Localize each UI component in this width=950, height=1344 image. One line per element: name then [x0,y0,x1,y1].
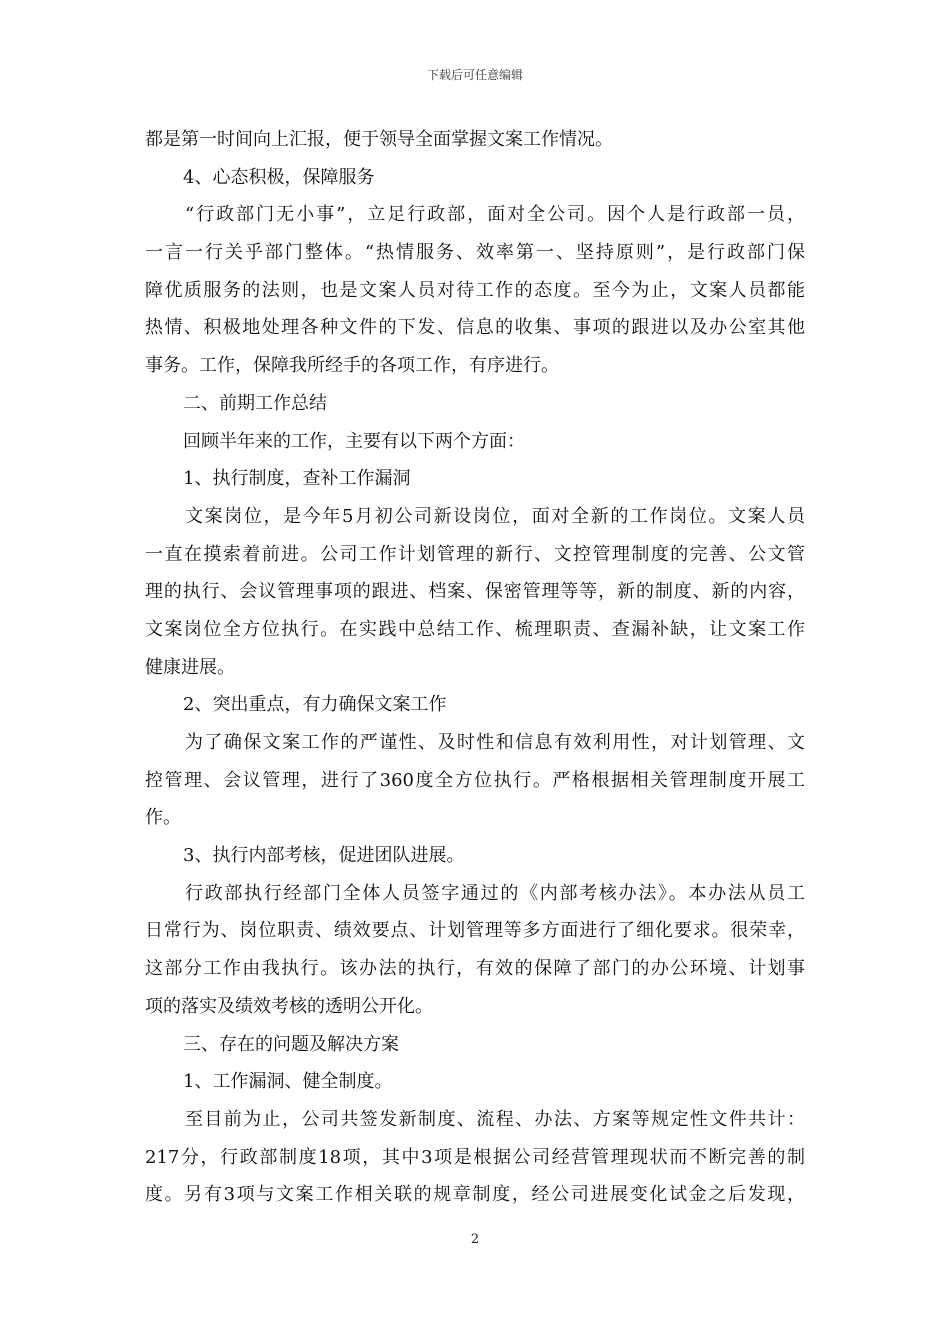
section-heading: 4、心态积极，保障服务 [183,166,375,188]
section-heading: 1、执行制度，查补工作漏洞 [183,468,411,490]
text-line: 热情、积极地处理各种文件的下发、信息的收集、事项的跟进以及办公室其他 [145,317,805,339]
document-body [145,121,805,1214]
section-heading: 1、工作漏洞、健全制度。 [183,1071,393,1093]
text-line: 健康进展。 [145,656,235,678]
text-line: 日常行为、岗位职责、绩效要点、计划管理等多方面进行了细化要求。很荣幸， [145,920,805,942]
text-line: 事务。工作，保障我所经手的各项工作，有序进行。 [145,355,559,377]
text-line: 217分，行政部制度18项，其中3项是根据公司经营管理现状而不断完善的制 [145,1146,805,1168]
text-line: 项的落实及绩效考核的透明公开化。 [145,995,433,1017]
text-line: 至目前为止，公司共签发新制度、流程、办法、方案等规定性文件共计： [185,1108,805,1130]
page-number: 2 [470,1232,480,1247]
text-line: 作。 [145,807,181,829]
text-line: 文案岗位全方位执行。在实践中总结工作、梳理职责、查漏补缺，让文案工作 [145,618,805,640]
text-line: 文案岗位，是今年5月初公司新设岗位，面对全新的工作岗位。文案人员 [185,505,805,527]
section-heading: 二、前期工作总结 [183,392,327,414]
section-heading: 3、执行内部考核，促进团队进展。 [183,845,465,867]
page-header: 下载后可任意编辑 [426,68,523,82]
section-heading: 三、存在的问题及解决方案 [183,1033,399,1055]
text-line: 理的执行、会议管理事项的跟进、档案、保密管理等等，新的制度、新的内容， [145,581,805,603]
text-line: 都是第一时间向上汇报，便于领导全面掌握文案工作情况。 [145,129,613,150]
text-line: “行政部门无小事”，立足行政部，面对全公司。因个人是行政部一员， [185,204,805,226]
text-line: 度。另有3项与文案工作相关联的规章制度，经公司进展变化试金之后发现， [145,1184,805,1206]
text-line: 一言一行关乎部门整体。“热情服务、效率第一、坚持原则”，是行政部门保 [145,242,805,264]
text-line: 回顾半年来的工作，主要有以下两个方面： [183,430,525,452]
text-line: 这部分工作由我执行。该办法的执行，有效的保障了部门的办公环境、计划事 [145,958,805,980]
text-line: 行政部执行经部门全体人员签字通过的《内部考核办法》。本办法从员工 [185,882,805,904]
text-line: 一直在摸索着前进。公司工作计划管理的新行、文控管理制度的完善、公文管 [145,543,805,565]
section-heading: 2、突出重点，有力确保文案工作 [183,694,447,716]
text-line: 障优质服务的法则，也是文案人员对待工作的态度。至今为止，文案人员都能 [145,279,805,301]
text-line: 控管理、会议管理，进行了360度全方位执行。严格根据相关管理制度开展工 [145,769,805,791]
text-line: 为了确保文案工作的严谨性、及时性和信息有效利用性，对计划管理、文 [185,732,805,753]
